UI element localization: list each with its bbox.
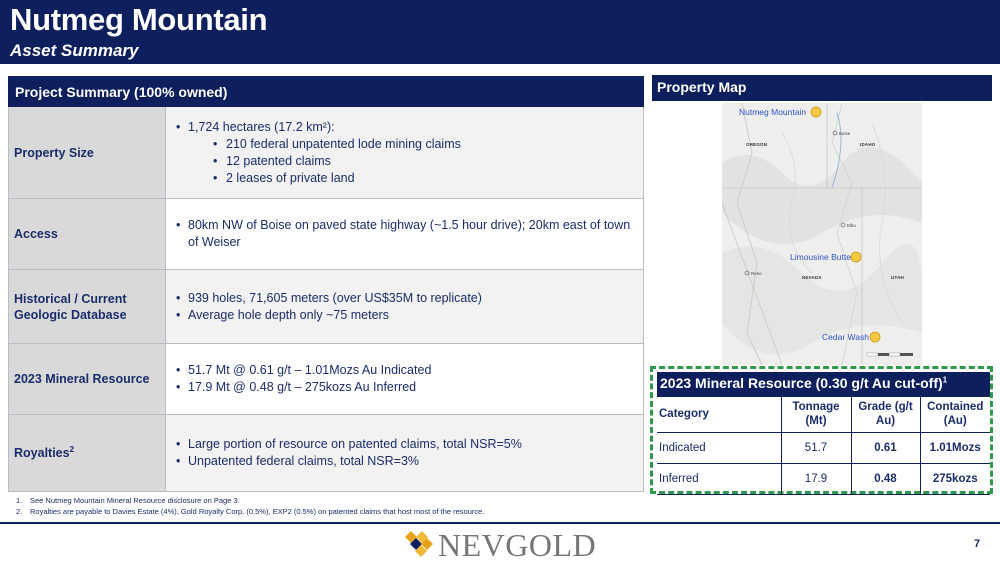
row-label: Royalties$^2$ <box>9 415 166 492</box>
table-row <box>9 270 644 344</box>
mineral-resource-panel <box>650 366 993 494</box>
nevgold-logo-text: NEVGOLD <box>438 527 597 562</box>
cell-contained: 1.01Mozs <box>920 432 990 463</box>
mineral-resource-table <box>657 397 990 495</box>
map-city-boise: Boise <box>839 131 851 136</box>
table-row <box>9 344 644 415</box>
footer-divider <box>0 522 1000 524</box>
map-state-utah: UTAH <box>891 275 904 280</box>
bullet: • Average hole depth only ~75 meters <box>174 307 635 324</box>
bullet: • 51.7 Mt @ 0.61 g/t – 1.01Mozs Au Indicated <box>174 362 635 379</box>
property-map <box>722 103 922 365</box>
sub-bullet: • 2 leases of private land <box>212 170 635 187</box>
cell-grade: 0.48 <box>851 463 920 494</box>
row-content <box>166 415 644 492</box>
mineral-resource-heading: 2023 Mineral Resource (0.30 g/t Au cut-off)$^1$ <box>657 372 990 397</box>
page-title: Nutmeg Mountain <box>10 2 268 37</box>
map-label-nutmeg-mountain: Nutmeg Mountain <box>739 107 807 117</box>
table-row <box>9 199 644 270</box>
cell-category: Indicated <box>657 432 781 463</box>
table-row <box>9 107 644 199</box>
row-label: Property Size <box>9 107 166 199</box>
table-row <box>657 463 990 494</box>
page-subtitle: Asset Summary <box>10 41 139 60</box>
property-map-heading: Property Map <box>652 75 992 101</box>
footnote: 1. See Nutmeg Mountain Mineral Resource disclosure on Page 3. <box>16 496 240 505</box>
footnote-ref: 1 <box>942 375 948 385</box>
cell-category: Inferred <box>657 463 781 494</box>
bullet: • 1,724 hectares (17.2 km²): • 210 federal unpatented lode mining claims • 12 patented claims • 2 leases of private land <box>174 119 635 187</box>
row-label: 2023 Mineral Resource <box>9 344 166 415</box>
table-row <box>9 415 644 492</box>
bullet: • Large portion of resource on patented claims, total NSR=5% <box>174 436 635 453</box>
page-number: 7 <box>974 538 981 550</box>
map-state-idaho: IDAHO <box>860 142 876 147</box>
column-header-category: Category <box>657 397 781 432</box>
map-state-oregon: OREGON <box>746 142 768 147</box>
cell-tonnage: 17.9 <box>781 463 851 494</box>
column-header-tonnage: Tonnage (Mt) <box>781 397 851 432</box>
bullet: • 17.9 Mt @ 0.48 g/t – 275kozs Au Inferred <box>174 379 635 396</box>
bullet: • 80km NW of Boise on paved state highway (~1.5 hour drive); 20km east of town of Weiser <box>174 217 635 251</box>
table-row <box>657 432 990 463</box>
column-header-contained: Contained (Au) <box>920 397 990 432</box>
footnotes <box>16 495 484 517</box>
header-banner <box>0 0 1000 64</box>
nevgold-logo-icon <box>402 529 436 559</box>
row-content <box>166 199 644 270</box>
row-content <box>166 107 644 199</box>
cell-tonnage: 51.7 <box>781 432 851 463</box>
map-label-limousine-butte: Limousine Butte <box>790 252 851 262</box>
sub-bullet: • 210 federal unpatented lode mining claims <box>212 136 635 153</box>
project-summary-heading: Project Summary (100% owned) <box>9 77 644 107</box>
cell-contained: 275kozs <box>920 463 990 494</box>
bullet: • Unpatented federal claims, total NSR=3% <box>174 453 635 470</box>
map-city-elko: Elko <box>847 223 856 228</box>
column-header-grade: Grade (g/t Au) <box>851 397 920 432</box>
row-label: Historical / Current Geologic Database <box>9 270 166 344</box>
map-city-reno: Reno <box>751 271 762 276</box>
row-content <box>166 270 644 344</box>
cell-grade: 0.61 <box>851 432 920 463</box>
bullet: • 939 holes, 71,605 meters (over US$35M to replicate) <box>174 290 635 307</box>
sub-bullet: • 12 patented claims <box>212 153 635 170</box>
row-content <box>166 344 644 415</box>
row-label: Access <box>9 199 166 270</box>
map-label-cedar-wash: Cedar Wash <box>822 332 869 342</box>
footnote-ref: 2 <box>69 444 75 454</box>
map-state-nevada: NEVADA <box>802 275 822 280</box>
project-summary-table <box>8 76 644 492</box>
footnote: 2. Royalties are payable to Davies Estate (4%), Gold Royalty Corp. (0.5%), EXP2 (0.5%) on patented claims that host most of the resource. <box>16 507 485 516</box>
